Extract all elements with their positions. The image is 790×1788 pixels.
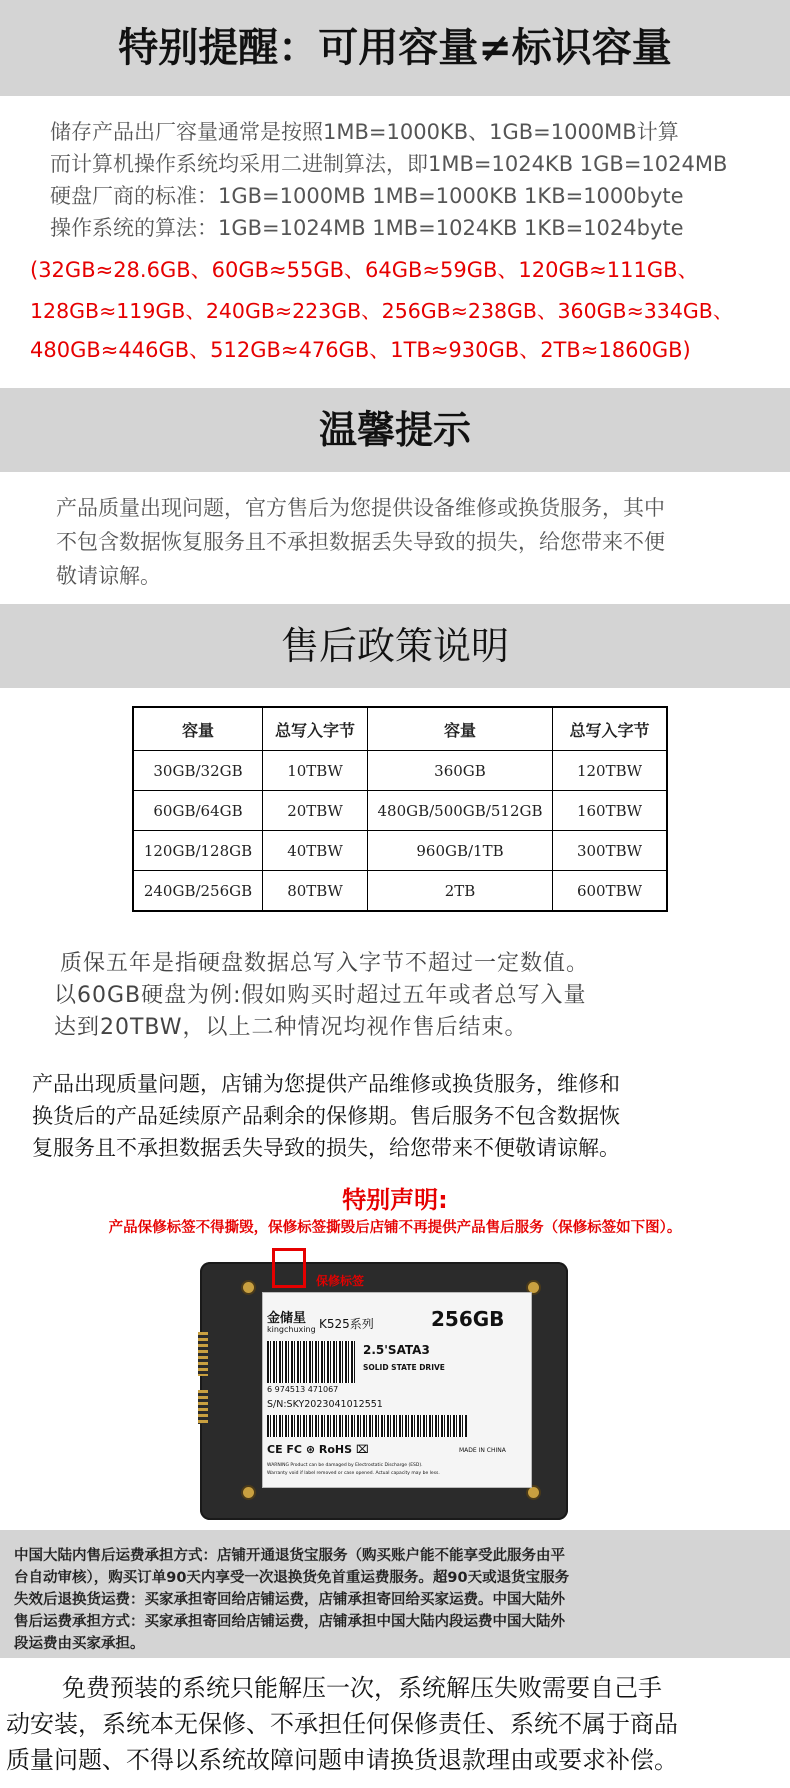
table-header-cell: 总写入字节 <box>263 707 368 751</box>
capacity-note-2: 而计算机操作系统均采用二进制算法，即1MB=1024KB 1GB=1024MB <box>50 152 728 176</box>
header-tips-title: 温馨提示 <box>318 408 471 452</box>
table-cell: 480GB/500GB/512GB <box>368 791 553 831</box>
warranty-line-2: 以60GB硬盘为例:假如购买时超过五年或者总写入量 <box>54 983 587 1008</box>
special-text: 产品保修标签不得撕毁，保修标签撕毁后店铺不再提供产品售后服务（保修标签如下图）。 <box>108 1220 682 1236</box>
table-cell: 300TBW <box>553 831 668 871</box>
table-row <box>133 791 667 831</box>
brand-name: 金储星 <box>267 1311 307 1326</box>
tips-line-2: 不包含数据恢复服务且不承担数据丢失导致的损失，给您带来不便 <box>56 530 665 554</box>
table-cell: 2TB <box>368 871 553 912</box>
screw-icon <box>528 1487 539 1498</box>
table-header-cell: 容量 <box>368 707 553 751</box>
header-capacity <box>0 0 790 96</box>
tips-line-3: 敬请谅解。 <box>56 564 161 588</box>
table-cell: 160TBW <box>553 791 668 831</box>
warning-line-1: WARNING Product can be damaged by Electrostatic Discharge (ESD). <box>267 1463 423 1468</box>
warranty-tag-label: 保修标签 <box>316 1274 365 1288</box>
shipping-line-2: 台自动审核），购买订单90天内享受一次退换货免首重运费服务。超90天或退货宝服务 <box>14 1570 570 1586</box>
table-header-cell: 总写入字节 <box>553 707 668 751</box>
serial-number: S/N:SKY2023041012551 <box>267 1399 383 1410</box>
table-cell: 80TBW <box>263 871 368 912</box>
type-label: SOLID STATE DRIVE <box>363 1363 445 1372</box>
serial-barcode <box>267 1415 467 1437</box>
table-header-cell: 容量 <box>133 707 263 751</box>
capacity-note-4: 操作系统的算法：1GB=1024MB 1MB=1024KB 1KB=1024byte <box>50 216 684 240</box>
capacity-red-3: 480GB≈446GB、512GB≈476GB、1TB≈930GB、2TB≈1860GB) <box>30 338 691 362</box>
series-name: K525系列 <box>319 1317 374 1331</box>
header-tips <box>0 388 790 472</box>
brand-pinyin: kingchuxing <box>267 1325 316 1334</box>
interface-label: 2.5'SATA3 <box>363 1343 430 1357</box>
capacity-note-1: 储存产品出厂容量通常是按照1MB=1000KB、1GB=1000MB计算 <box>50 120 679 144</box>
ssd-label <box>262 1292 532 1488</box>
shipping-line-3: 失效后退换货运费：买家承担寄回给店铺运费，店铺承担寄回给买家运费。中国大陆外 <box>14 1592 565 1608</box>
table-cell: 240GB/256GB <box>133 871 263 912</box>
system-note-3: 质量问题、不得以系统故障问题申请换货退款理由或要求补偿。 <box>6 1746 678 1774</box>
barcode <box>267 1341 355 1383</box>
warranty-tag-box <box>272 1248 306 1288</box>
table-row <box>133 871 667 912</box>
table-cell: 360GB <box>368 751 553 791</box>
header-policy <box>0 604 790 688</box>
capacity-note-3: 硬盘厂商的标准：1GB=1000MB 1MB=1000KB 1KB=1000byte <box>50 184 684 208</box>
table-cell: 40TBW <box>263 831 368 871</box>
sata-connector <box>198 1332 208 1376</box>
table-cell: 120TBW <box>553 751 668 791</box>
service-line-2: 换货后的产品延续原产品剩余的保修期。售后服务不包含数据恢 <box>32 1104 620 1128</box>
capacity-red-2: 128GB≈119GB、240GB≈223GB、256GB≈238GB、360GB≈334GB、 <box>30 299 734 323</box>
shipping-line-1: 中国大陆内售后运费承担方式：店铺开通退货宝服务（购买账户能不能享受此服务由平 <box>14 1548 565 1564</box>
capacity-red-1: (32GB≈28.6GB、60GB≈55GB、64GB≈59GB、120GB≈111GB、 <box>30 258 699 282</box>
shipping-line-4: 售后运费承担方式：买家承担寄回给店铺运费，店铺承担中国大陆内段运费中国大陆外 <box>14 1614 565 1630</box>
table-row <box>133 751 667 791</box>
table-cell: 120GB/128GB <box>133 831 263 871</box>
system-note-1: 免费预装的系统只能解压一次，系统解压失败需要自己手 <box>62 1674 662 1702</box>
header-capacity-title: 特别提醒：可用容量≠标识容量 <box>118 25 672 71</box>
warranty-line-3: 达到20TBW，以上二种情况均视作售后结束。 <box>54 1015 528 1040</box>
ssd-photo <box>200 1262 568 1520</box>
shipping-box <box>0 1530 790 1658</box>
table-cell: 10TBW <box>263 751 368 791</box>
table-cell: 30GB/32GB <box>133 751 263 791</box>
table-row <box>133 831 667 871</box>
barcode-number: 6 974513 471067 <box>267 1385 339 1394</box>
service-line-3: 复服务且不承担数据丢失导致的损失，给您带来不便敬请谅解。 <box>32 1136 620 1160</box>
service-line-1: 产品出现质量问题，店铺为您提供产品维修或换货服务，维修和 <box>32 1072 620 1096</box>
warranty-line-1: 质保五年是指硬盘数据总写入字节不超过一定数值。 <box>60 951 590 976</box>
shipping-line-5: 段运费由买家承担。 <box>14 1636 145 1652</box>
tbw-table <box>132 706 668 912</box>
table-cell: 20TBW <box>263 791 368 831</box>
system-note-2: 动安装，系统本无保修、不承担任何保修责任、系统不属于商品 <box>6 1710 678 1738</box>
tips-line-1: 产品质量出现问题，官方售后为您提供设备维修或换货服务，其中 <box>56 496 665 520</box>
special-title: 特别声明: <box>342 1186 448 1214</box>
capacity-label: 256GB <box>431 1307 505 1331</box>
screw-icon <box>243 1487 254 1498</box>
power-connector <box>198 1390 208 1424</box>
made-in-label: MADE IN CHINA <box>459 1447 506 1454</box>
table-cell: 600TBW <box>553 871 668 912</box>
warning-line-2: Warranty void if label removed or case opened. Actual capacity may be less. <box>267 1471 440 1476</box>
certification-marks: CE FC ⊛ RoHS ⌧ <box>267 1443 369 1456</box>
table-cell: 960GB/1TB <box>368 831 553 871</box>
header-policy-title: 售后政策说明 <box>280 624 509 668</box>
table-header-row <box>133 707 667 751</box>
screw-icon <box>243 1282 254 1293</box>
table-cell: 60GB/64GB <box>133 791 263 831</box>
